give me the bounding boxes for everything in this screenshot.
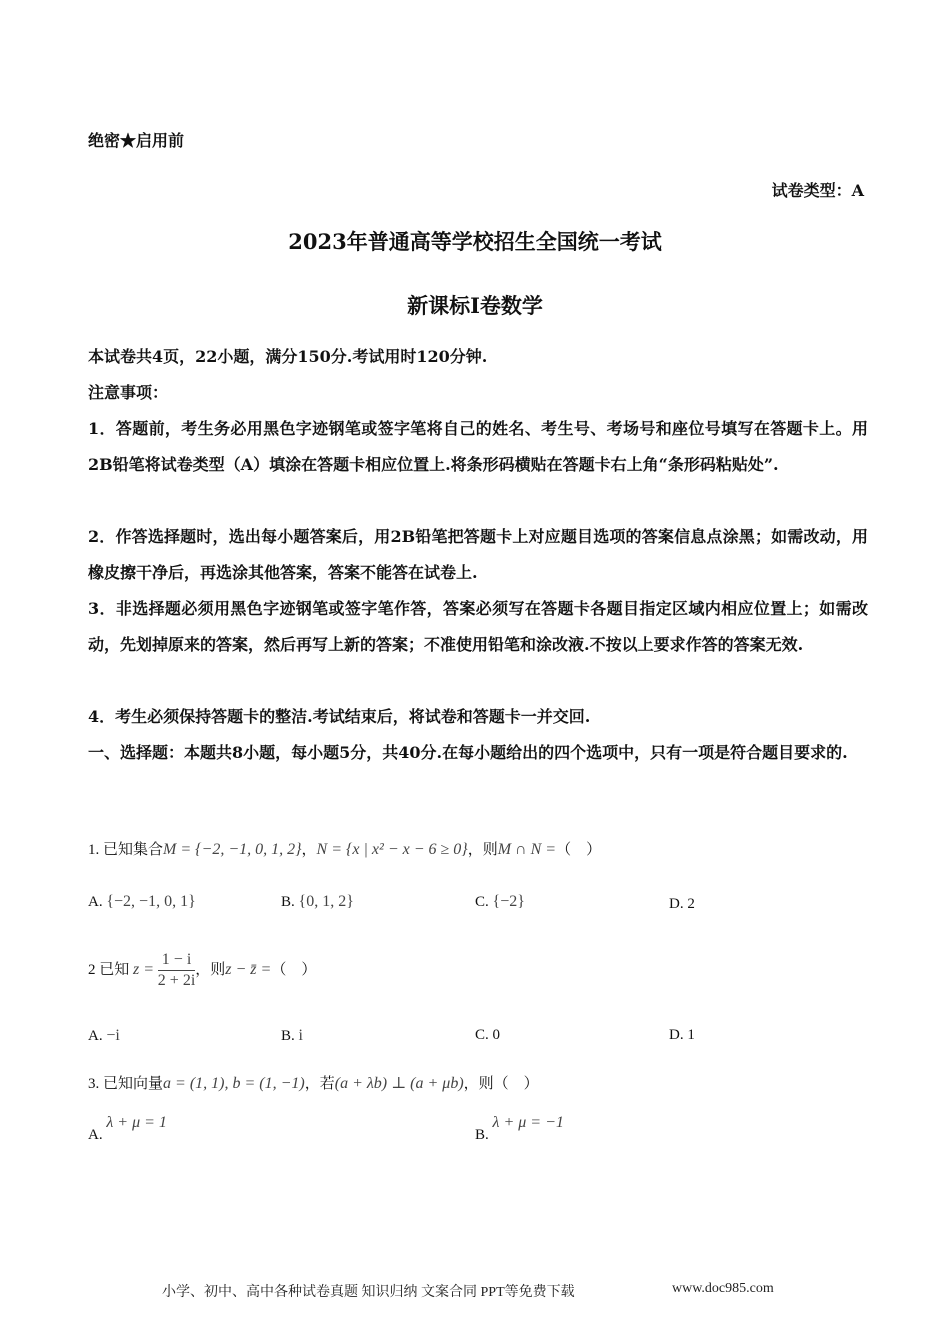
option-value: 0 — [492, 1027, 501, 1043]
notice-item-2: 2．作答选择题时，选出每小题答案后，用2B铅笔把答题卡上对应题目选项的答案信息点涂黑；如需改动，用橡皮擦干净后，再选涂其他答案，答案不能答在试卷上. — [88, 527, 868, 582]
q2-then: ，则 — [195, 961, 226, 978]
option-label: A. — [88, 894, 103, 910]
option-label: B. — [281, 1028, 295, 1044]
option-label: C. — [475, 1027, 489, 1043]
option-value: {0, 1, 2} — [298, 893, 354, 910]
q1-option-d — [669, 896, 695, 913]
option-label: A. — [88, 1028, 103, 1044]
notice-item-3: 3．非选择题必须用黑色字迹钢笔或签字笔作答，答案必须写在答题卡各题目指定区域内相应位置上；如需改动，先划掉原来的答案，然后再写上新的答案；不准使用铅笔和涂改液.不按以上要求作答的答案无效. — [88, 599, 868, 654]
paper-type-label: 试卷类型：A — [771, 181, 864, 200]
q2-option-b — [281, 1027, 303, 1045]
notice-item-1: 1．答题前，考生务必用黑色字迹钢笔或签字笔将自己的姓名、考生号、考场号和座位号填写在答题卡上。用2B铅笔将试卷类型（A）填涂在答题卡相应位置上.将条形码横贴在答题卡右上角“条形码粘贴处”. — [88, 419, 868, 474]
q3-vectors: a = (1, 1), b = (1, −1) — [163, 1075, 305, 1092]
page-title: 2023年普通高等学校招生全国统一考试 — [288, 229, 662, 254]
option-value: −i — [106, 1027, 120, 1044]
q1-set-n: N = {x | x² − x − 6 ≥ 0} — [316, 841, 468, 858]
q1-answer-paren: （ ） — [556, 842, 602, 858]
q1-prefix: 1. 已知集合 — [88, 842, 164, 858]
option-value: 2 — [687, 896, 695, 912]
q2-option-c — [475, 1027, 500, 1044]
q2-numerator: 1 − i — [158, 950, 195, 971]
q2-prefix: 2 已知 — [88, 961, 130, 978]
notice-heading: 注意事项： — [88, 383, 169, 402]
option-value: {−2, −1, 0, 1} — [106, 893, 196, 910]
q2-option-a — [88, 1027, 120, 1045]
q1-separator: ， — [301, 842, 317, 858]
q2-z-lhs: z = — [133, 960, 155, 978]
q3-condition: (a + λb) ⊥ (a + μb) — [334, 1075, 464, 1092]
q3-then: ，则 — [463, 1076, 494, 1092]
footer-text: 小学、初中、高中各种试卷真题 知识归纳 文案合同 PPT等免费下载 — [162, 1285, 575, 1300]
option-label: A. — [88, 1127, 103, 1143]
question-1 — [88, 838, 601, 859]
q3-option-b — [475, 1114, 564, 1144]
q1-then: ，则 — [467, 842, 498, 858]
option-label: D. — [669, 896, 684, 912]
q1-option-a — [88, 893, 196, 911]
secret-label: 绝密★启用前 — [88, 131, 185, 150]
option-label: D. — [669, 1027, 684, 1043]
q2-answer-paren: （ ） — [271, 961, 317, 978]
question-3 — [88, 1072, 539, 1093]
notice-item-4: 4．考生必须保持答题卡的整洁.考试结束后，将试卷和答题卡一并交回. — [88, 707, 591, 726]
section-heading: 一、选择题：本题共8小题，每小题5分，共40分.在每小题给出的四个选项中，只有一项是符合题目要求的. — [88, 743, 848, 762]
q1-set-m: M = {−2, −1, 0, 1, 2} — [163, 841, 302, 858]
option-value: {−2} — [492, 893, 525, 910]
q1-option-b — [281, 893, 354, 911]
q1-option-c — [475, 893, 525, 911]
q3-option-a — [88, 1114, 167, 1144]
page-subtitle: 新课标Ⅰ卷数学 — [407, 293, 543, 318]
q2-option-d — [669, 1027, 695, 1044]
intro-text: 本试卷共4页，22小题，满分150分.考试用时120分钟. — [88, 347, 488, 366]
question-2 — [88, 950, 316, 991]
q2-fraction — [158, 950, 195, 991]
q3-prefix: 3. 已知向量 — [88, 1076, 164, 1092]
q1-expression: M ∩ N = — [497, 841, 557, 858]
option-value: i — [298, 1027, 303, 1044]
q3-answer-paren: （ ） — [493, 1076, 539, 1092]
q3-if: ，若 — [304, 1076, 335, 1092]
option-value: λ + μ = −1 — [492, 1114, 564, 1131]
q2-expression: z − z̄ = — [225, 960, 272, 978]
q2-denominator: 2 + 2i — [157, 972, 196, 989]
option-label: B. — [281, 894, 295, 910]
option-value: 1 — [687, 1027, 695, 1043]
option-label: B. — [475, 1127, 489, 1143]
footer-url-link[interactable]: www.doc985.com — [672, 1281, 774, 1296]
option-value: λ + μ = 1 — [106, 1114, 167, 1131]
option-label: C. — [475, 894, 489, 910]
